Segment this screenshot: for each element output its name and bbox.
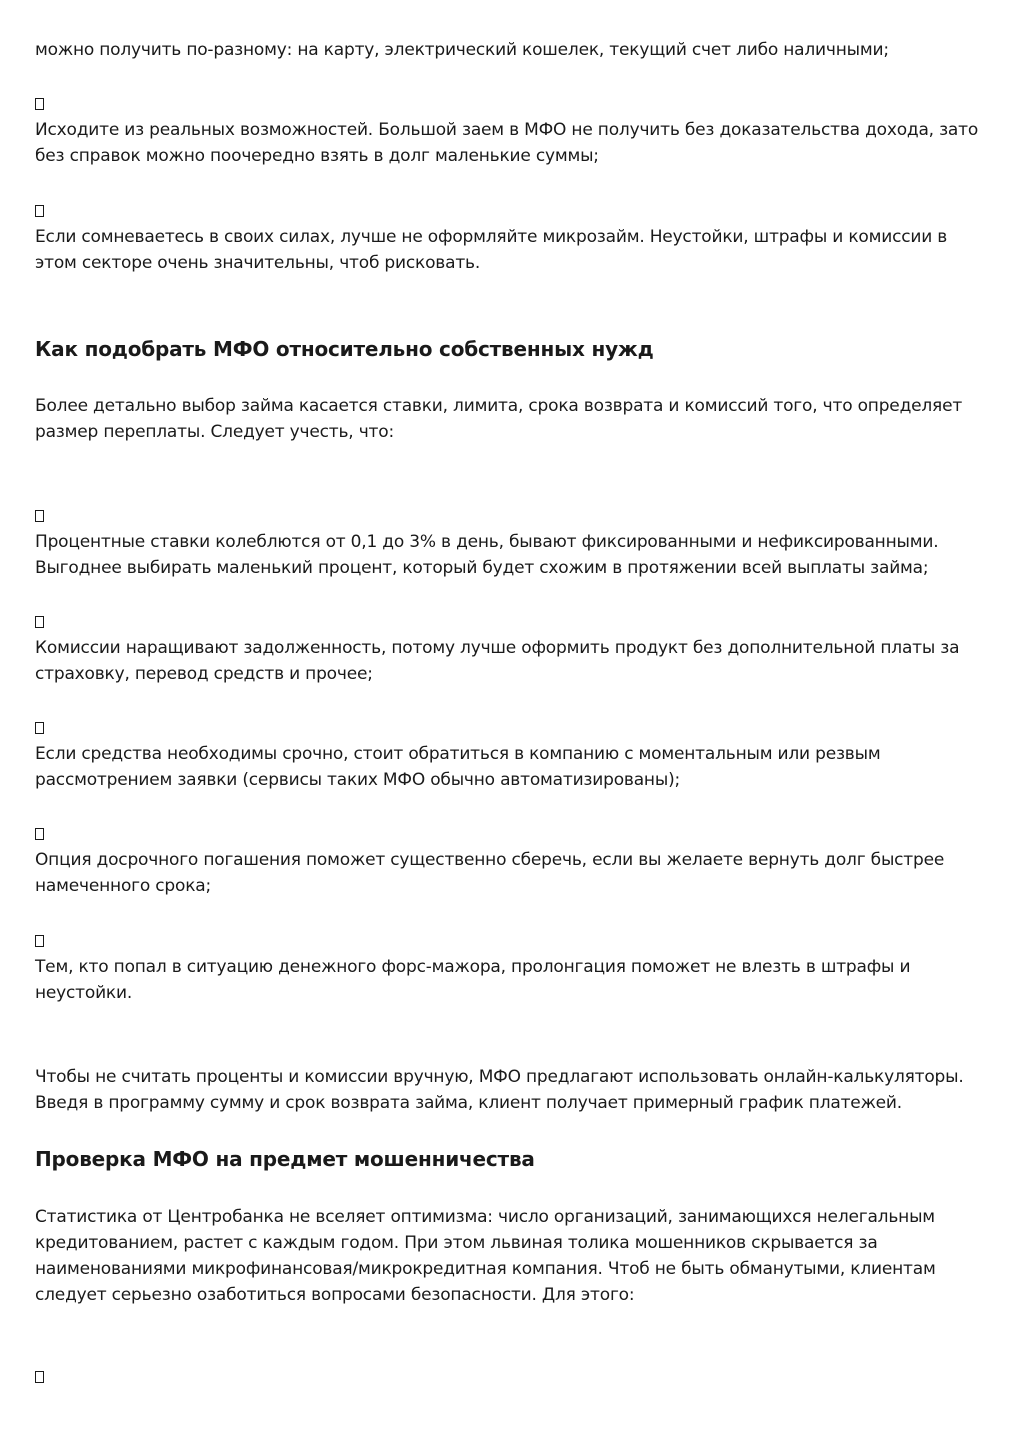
paragraph-real-capabilities: Исходите из реальных возможностей. Большой заем в МФО не получить без доказательства дохода, зато без справок можно поочередно взять в долг маленькие суммы; [35,120,979,166]
paragraph-interest-rates: Процентные ставки колеблются от 0,1 до 3% в день, бывают фиксированными и нефиксированными. Выгоднее выбирать маленький процент, который будет схожим в протяжении всей выплаты займа; [35,532,939,578]
bullet-box-icon [35,1371,44,1383]
bullet-box-icon [35,935,44,947]
bullet-box-icon [35,205,44,217]
paragraph-urgent-funds: Если средства необходимы срочно, стоит обратиться в компанию с моментальным или резвым рассмотрением заявки (сервисы таких МФО обычно автоматизированы); [35,744,881,790]
bullet-box-icon [35,98,44,110]
paragraph-online-calculators: Чтобы не считать проценты и комиссии вручную, МФО предлагают использовать онлайн-калькуляторы. Введя в программу сумму и срок возврата займа, клиент получает примерный график платежей. [35,1067,964,1113]
section-heading-fraud-check: Проверка МФО на предмет мошенничества [35,1147,535,1171]
bullet-box-icon [35,722,44,734]
paragraph-central-bank-stats: Статистика от Центробанка не вселяет оптимизма: число организаций, занимающихся нелегальным кредитованием, растет с каждым годом. При этом львиная толика мошенников скрывается за наименованиями микрофинансовая/микрокредитная компания. Чтоб не быть обманутыми, клиентам следует серьезно озаботиться вопросами безопасности. Для этого: [35,1207,936,1305]
paragraph-prolongation: Тем, кто попал в ситуацию денежного форс-мажора, пролонгация поможет не влезть в штрафы и неустойки. [35,957,911,1003]
paragraph-money-methods: можно получить по-разному: на карту, электрический кошелек, текущий счет либо наличными; [35,40,889,60]
paragraph-loan-choice: Более детально выбор займа касается ставки, лимита, срока возврата и комиссий того, что определяет размер переплаты. Следует учесть, что: [35,396,963,442]
bullet-box-icon [35,510,44,522]
paragraph-doubt-strength: Если сомневаетесь в своих силах, лучше не оформляйте микрозайм. Неустойки, штрафы и комиссии в этом секторе очень значительны, чтоб рисковать. [35,227,948,273]
bullet-box-icon [35,616,44,628]
paragraph-commissions: Комиссии наращивают задолженность, потому лучше оформить продукт без дополнительной платы за страховку, перевод средств и прочее; [35,638,960,684]
section-heading-choose-mfo: Как подобрать МФО относительно собственных нужд [35,337,654,361]
paragraph-early-repayment: Опция досрочного погашения поможет существенно сберечь, если вы желаете вернуть долг быстрее намеченного срока; [35,850,945,896]
bullet-box-icon [35,828,44,840]
